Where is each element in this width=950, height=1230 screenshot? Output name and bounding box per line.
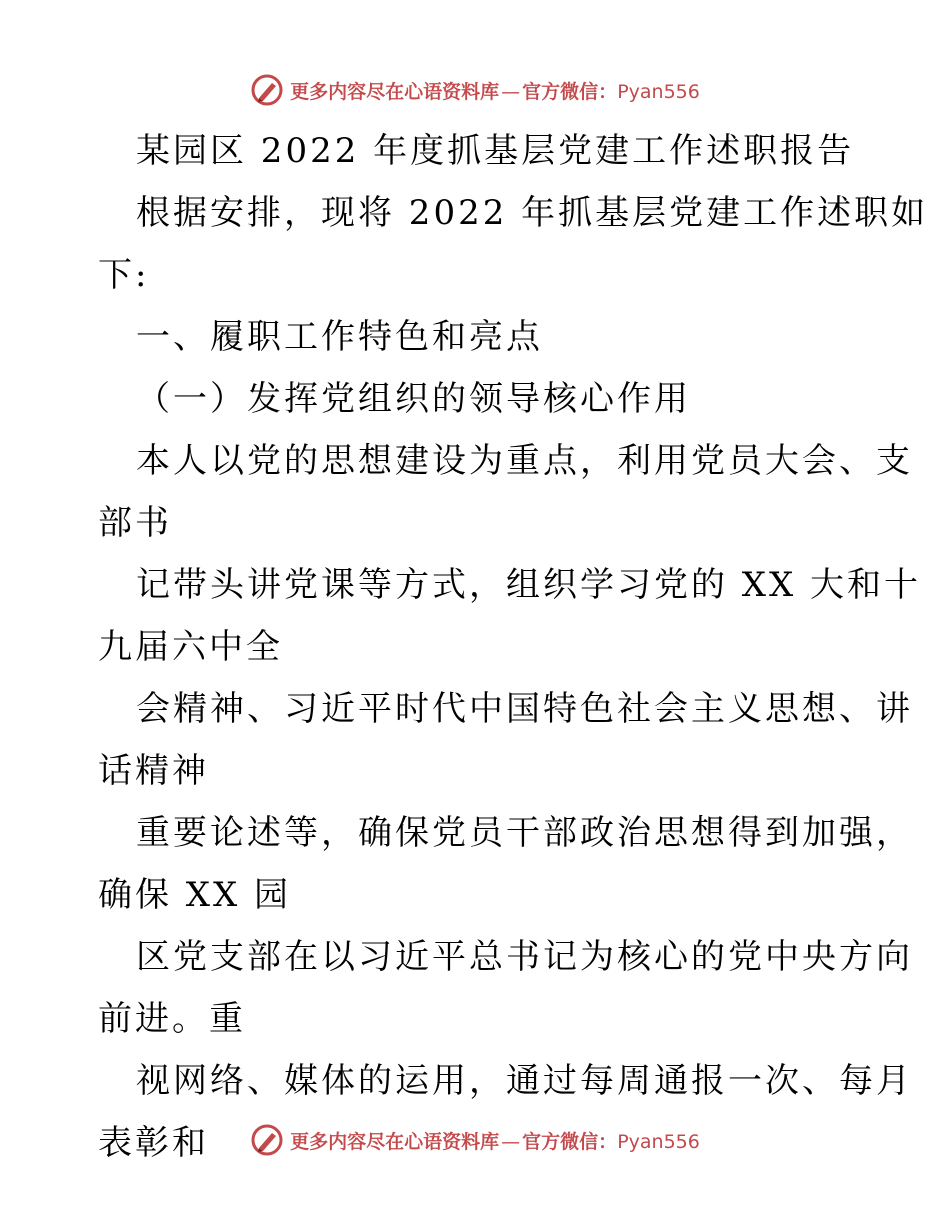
section-heading: 一、履职工作特色和亮点 [136, 317, 543, 357]
banner-main-text: 更多内容尽在心语资料库 [290, 1130, 500, 1153]
paragraph-line: 重要论述等，确保党员干部政治思想得到加强， [136, 813, 913, 853]
footer-watermark-banner [0, 1120, 950, 1160]
paragraph-line: 根据安排，现将 2022 年抓基层党建工作述职如 [136, 193, 929, 233]
banner-text [290, 77, 700, 104]
paragraph-line: 本人以党的思想建设为重点，利用党员大会、支 [136, 441, 913, 481]
banner-text [290, 1127, 700, 1154]
pen-logo-icon [250, 1123, 284, 1157]
banner-wechat-id: Pyan556 [617, 80, 700, 103]
paragraph-line: 表彰和 [98, 1123, 209, 1163]
paragraph-line: 记带头讲党课等方式，组织学习党的 XX 大和十 [136, 565, 922, 605]
document-body [98, 120, 929, 1174]
paragraph-line: 区党支部在以习近平总书记为核心的党中央方向 [136, 937, 913, 977]
paragraph-line: 话精神 [98, 751, 209, 791]
banner-wechat-label: 官方微信： [522, 1130, 618, 1153]
banner-separator: — [501, 1130, 521, 1153]
banner-wechat-id: Pyan556 [617, 1130, 700, 1153]
banner-separator: — [501, 80, 521, 103]
paragraph-line: 部书 [98, 503, 172, 543]
paragraph-line: 视网络、媒体的运用，通过每周通报一次、每月 [136, 1061, 913, 1101]
banner-main-text: 更多内容尽在心语资料库 [290, 80, 500, 103]
paragraph-line: 下: [98, 255, 150, 295]
header-watermark-banner [0, 70, 950, 110]
paragraph-line: 九届六中全 [98, 627, 283, 667]
paragraph-line: 前进。重 [98, 999, 246, 1039]
subsection-heading: （一）发挥党组织的领导核心作用 [136, 379, 691, 419]
pen-logo-icon [250, 73, 284, 107]
paragraph-line: 会精神、习近平时代中国特色社会主义思想、讲 [136, 689, 913, 729]
banner-wechat-label: 官方微信： [522, 80, 618, 103]
document-title: 某园区 2022 年度抓基层党建工作述职报告 [136, 131, 855, 171]
paragraph-line: 确保 XX 园 [98, 875, 292, 915]
